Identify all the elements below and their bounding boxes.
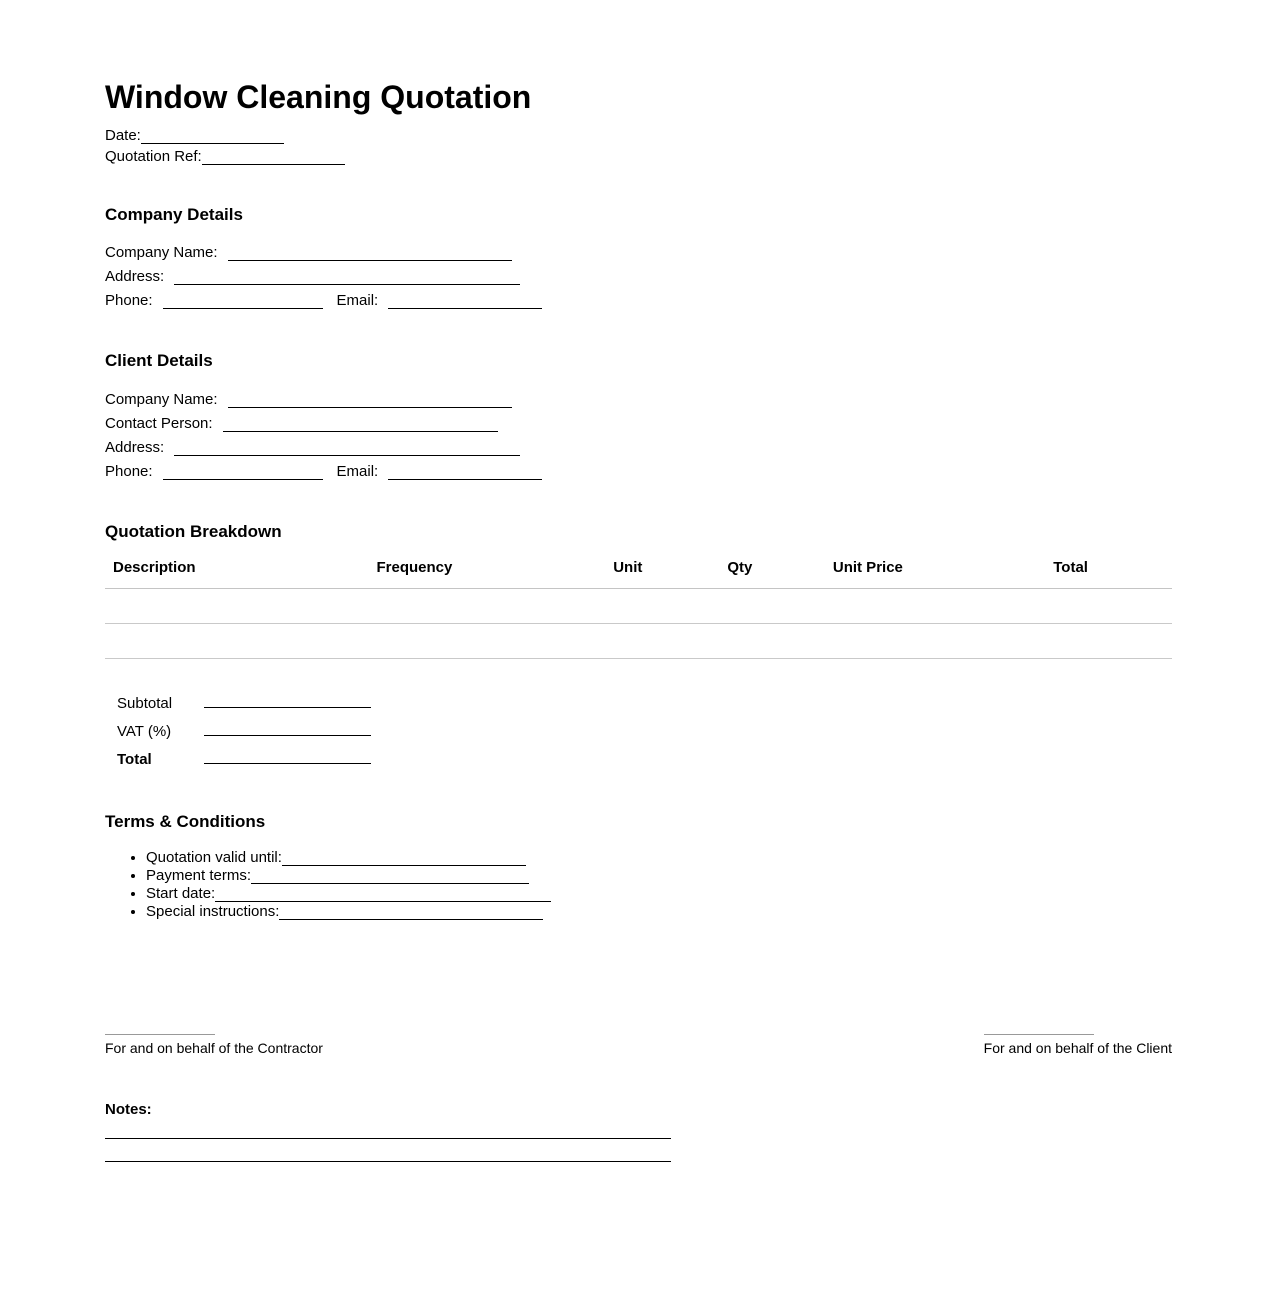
- table-row: [105, 588, 1172, 623]
- vat-blank: [204, 721, 371, 736]
- table-row: [105, 623, 1172, 658]
- total-row: [117, 746, 1172, 774]
- term-start-date-blank: [215, 887, 551, 902]
- vat-label: VAT (%): [117, 722, 172, 740]
- contractor-signature-block: [105, 1025, 323, 1057]
- subtotal-label: Subtotal: [117, 694, 173, 712]
- company-phone-email-line: [105, 289, 1172, 313]
- client-name-line: [105, 388, 1172, 412]
- column-header-qty: Qty: [713, 559, 766, 589]
- client-name-label: Company Name:: [105, 391, 218, 409]
- page-title: Window Cleaning Quotation: [105, 79, 532, 115]
- contractor-signature-label: For and on behalf of the Contractor: [105, 1039, 323, 1056]
- client-phone-email-line: [105, 460, 1172, 484]
- company-phone-label: Phone:: [105, 292, 153, 310]
- term-valid-until-label: Quotation valid until:: [146, 848, 282, 866]
- quotation-breakdown-heading: Quotation Breakdown: [105, 522, 282, 542]
- company-address-label: Address:: [105, 268, 165, 286]
- company-name-line: [105, 241, 1172, 265]
- client-signature-line: [984, 1025, 1094, 1035]
- vat-row: [117, 718, 1172, 746]
- contractor-signature-line: [105, 1025, 215, 1035]
- client-contact-blank: [223, 417, 498, 432]
- column-header-frequency: Frequency: [286, 559, 542, 589]
- date-blank: [141, 129, 284, 144]
- subtotal-row: [117, 690, 1172, 718]
- totals-section: [105, 690, 1172, 774]
- client-address-label: Address:: [105, 439, 165, 457]
- client-address-line: [105, 436, 1172, 460]
- client-signature-label: For and on behalf of the Client: [983, 1039, 1172, 1056]
- quotation-ref-label: Quotation Ref:: [105, 147, 202, 165]
- client-phone-blank: [163, 465, 323, 480]
- client-contact-label: Contact Person:: [105, 415, 213, 433]
- company-address-line: [105, 265, 1172, 289]
- list-item: [146, 867, 1172, 885]
- terms-list: [105, 849, 1172, 921]
- quotation-ref-line: [105, 146, 1172, 167]
- terms-conditions-heading: Terms & Conditions: [105, 811, 266, 831]
- client-details-heading: Client Details: [105, 351, 213, 371]
- column-header-description: Description: [105, 559, 286, 589]
- client-email-blank: [388, 465, 542, 480]
- term-payment-terms-blank: [251, 869, 529, 884]
- signatures-section: [105, 1025, 1172, 1057]
- client-name-blank: [228, 393, 512, 408]
- total-blank: [204, 749, 371, 764]
- notes-heading: Notes:: [105, 1100, 152, 1118]
- column-header-total: Total: [969, 559, 1172, 589]
- term-payment-terms-label: Payment terms:: [146, 866, 252, 884]
- term-special-instructions-blank: [279, 905, 543, 920]
- company-email-blank: [388, 294, 542, 309]
- client-contact-line: [105, 412, 1172, 436]
- term-valid-until-blank: [282, 851, 526, 866]
- term-special-instructions-label: Special instructions:: [146, 902, 280, 920]
- table-header-row: [105, 559, 1172, 589]
- notes-section: [105, 1101, 1172, 1162]
- quotation-breakdown-table: [105, 559, 1172, 659]
- company-details-heading: Company Details: [105, 204, 243, 224]
- subtotal-blank: [204, 693, 371, 708]
- notes-blank-line: [105, 1139, 671, 1162]
- company-phone-blank: [163, 294, 323, 309]
- notes-blank-line: [105, 1119, 671, 1139]
- list-item: [146, 903, 1172, 921]
- list-item: [146, 885, 1172, 903]
- term-start-date-label: Start date:: [146, 884, 216, 902]
- date-label: Date:: [105, 126, 141, 144]
- client-signature-block: [984, 1025, 1172, 1057]
- company-address-blank: [174, 270, 520, 285]
- company-name-blank: [228, 246, 512, 261]
- column-header-unit: Unit: [542, 559, 713, 589]
- client-email-label: Email:: [336, 463, 379, 481]
- total-label: Total: [117, 750, 152, 768]
- client-address-blank: [174, 441, 520, 456]
- quotation-ref-blank: [202, 150, 345, 165]
- column-header-unit-price: Unit Price: [767, 559, 970, 589]
- list-item: [146, 849, 1172, 867]
- client-phone-label: Phone:: [105, 463, 153, 481]
- date-line: [105, 125, 1172, 146]
- company-email-label: Email:: [336, 292, 379, 310]
- company-name-label: Company Name:: [105, 244, 218, 262]
